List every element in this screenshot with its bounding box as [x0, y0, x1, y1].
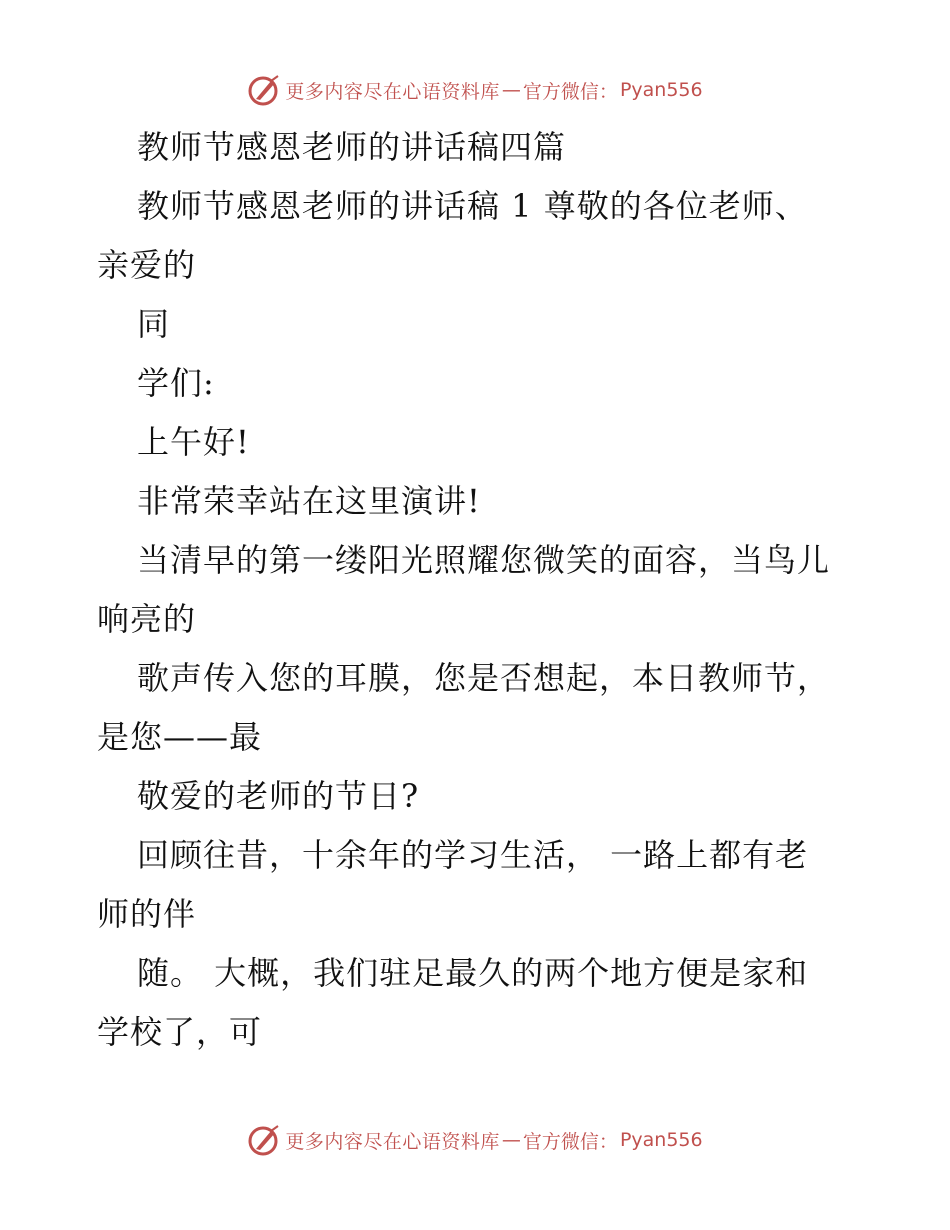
document-title: 教师节感恩老师的讲话稿四篇 — [137, 128, 567, 166]
text-line: 师的伴 — [97, 895, 197, 933]
text-line: 教师节感恩老师的讲话稿 1 尊敬的各位老师、 — [137, 187, 808, 225]
quill-pen-logo-icon — [247, 1123, 281, 1157]
text-line: 回顾往昔，十余年的学习生活， 一路上都有老 — [137, 836, 809, 874]
banner-separator: — — [501, 79, 521, 101]
text-line: 同 — [137, 305, 171, 343]
banner-separator: — — [501, 1129, 521, 1151]
document-body — [97, 118, 867, 1062]
text-line: 歌声传入您的耳膜，您是否想起，本日教师节， — [137, 659, 831, 697]
text-line: 学们: — [137, 364, 215, 402]
text-line: 响亮的 — [97, 600, 197, 638]
text-line: 随。 大概，我们驻足最久的两个地方便是家和 — [137, 954, 809, 992]
text-line: 当清早的第一缕阳光照耀您微笑的面容，当鸟儿 — [137, 541, 831, 579]
banner-wechat-id: Pyan556 — [619, 79, 703, 101]
text-line: 是您——最 — [97, 718, 263, 756]
footer-banner — [0, 1120, 950, 1160]
banner-wechat-id: Pyan556 — [619, 1129, 703, 1151]
header-banner — [0, 70, 950, 110]
quill-pen-logo-icon — [247, 73, 281, 107]
text-line: 敬爱的老师的节日? — [137, 777, 420, 815]
banner-text: 更多内容尽在心语资料库 — [285, 80, 500, 103]
text-line: 非常荣幸站在这里演讲! — [137, 482, 481, 520]
banner-wechat-label: 官方微信： — [522, 80, 618, 103]
banner-text: 更多内容尽在心语资料库 — [285, 1130, 500, 1153]
banner-wechat-label: 官方微信： — [522, 1130, 618, 1153]
text-line: 学校了，可 — [97, 1013, 263, 1051]
text-line: 亲爱的 — [97, 246, 197, 284]
text-line: 上午好! — [137, 423, 250, 461]
